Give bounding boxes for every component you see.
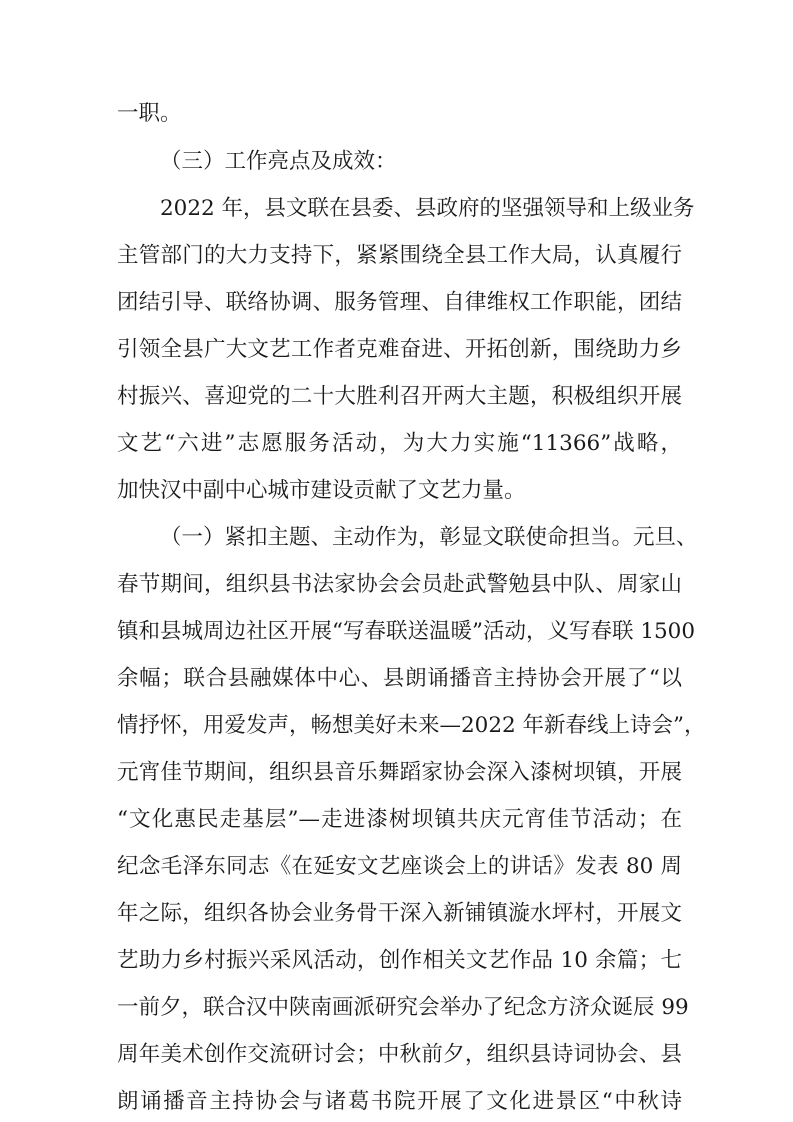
text-line: “文化惠民走基层”—走进漆树坝镇共庆元宵佳节活动；在 <box>117 807 682 832</box>
text-line: 周年美术创作交流研讨会；中秋前夕，组织县诗词协会、县 <box>117 1042 682 1067</box>
text-line: 艺助力乡村振兴采风活动，创作相关文艺作品 10 余篇；七 <box>117 948 682 973</box>
text-line: 余幅；联合县融媒体中心、县朗诵播音主持协会开展了“以 <box>117 666 682 691</box>
section-heading: （三）工作亮点及成效： <box>160 149 397 174</box>
text-line: 引领全县广大文艺工作者克难奋进、开拓创新，围绕助力乡 <box>117 337 682 362</box>
text-line: 2022 年，县文联在县委、县政府的坚强领导和上级业务 <box>160 196 695 221</box>
text-line: 村振兴、喜迎党的二十大胜利召开两大主题，积极组织开展 <box>117 384 682 409</box>
text-line: 情抒怀，用爱发声，畅想美好未来—2022 年新春线上诗会”， <box>117 713 706 738</box>
text-line: 朗诵播音主持协会与诸葛书院开展了文化进景区“中秋诗 <box>117 1089 682 1114</box>
text-line: 加快汉中副中心城市建设贡献了文艺力量。 <box>117 478 526 503</box>
text-line: 春节期间，组织县书法家协会会员赴武警勉县中队、周家山 <box>117 572 682 597</box>
text-line: 一职。 <box>117 101 182 126</box>
text-line: 一前夕，联合汉中陕南画派研究会举办了纪念方济众诞辰 99 <box>117 995 689 1020</box>
text-line: 年之际，组织各协会业务骨干深入新铺镇漩水坪村，开展文 <box>117 901 682 926</box>
text-line: 纪念毛泽东同志《在延安文艺座谈会上的讲话》发表 80 周 <box>117 854 682 879</box>
text-line: 团结引导、联络协调、服务管理、自律维权工作职能，团结 <box>117 290 682 315</box>
text-line: 元宵佳节期间，组织县音乐舞蹈家协会深入漆树坝镇，开展 <box>117 760 682 785</box>
text-line: 主管部门的大力支持下，紧紧围绕全县工作大局，认真履行 <box>117 243 682 268</box>
text-line: （一）紧扣主题、主动作为，彰显文联使命担当。元旦、 <box>160 525 698 550</box>
text-line: 文艺“六进”志愿服务活动，为大力实施“11366”战略， <box>117 431 682 456</box>
text-line: 镇和县城周边社区开展“写春联送温暖”活动，义写春联 1500 <box>117 619 696 644</box>
